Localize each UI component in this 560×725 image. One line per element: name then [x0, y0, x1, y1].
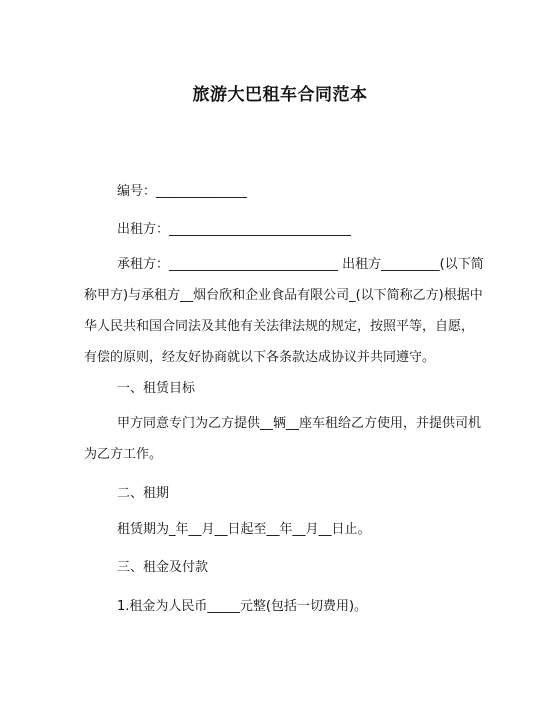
section2-text: 租赁期为_年__月__日起至__年__月__日止。 [117, 522, 371, 537]
lessee-paragraph: 承租方：__________________________ 出租方_________(以下简称甲方)与承租方__烟台欣和企业食品有限公司_(以下简称乙方)根据中华人民共和国合同法及其他有关法律法规的规定，按照平等，自愿，有偿的原则，经友好协商就以下各条款达成协议并共同遵守。 [84, 257, 484, 365]
section2-heading: 二、租期 [117, 486, 170, 501]
section1-heading: 一、租赁目标 [117, 381, 196, 396]
lessor-line: 出租方：____________________________ [117, 222, 352, 237]
section3-item1: 1.租金为人民币_____元整(包括一切费用)。 [117, 599, 368, 614]
section1-paragraph: 甲方同意专门为乙方提供__辆__座车租给乙方使用，并提供司机为乙方工作。 [84, 416, 482, 462]
contract-number-line: 编号：______________ [117, 184, 248, 199]
section3-heading: 三、租金及付款 [117, 560, 209, 575]
document-title: 旅游大巴租车合同范本 [192, 85, 368, 105]
